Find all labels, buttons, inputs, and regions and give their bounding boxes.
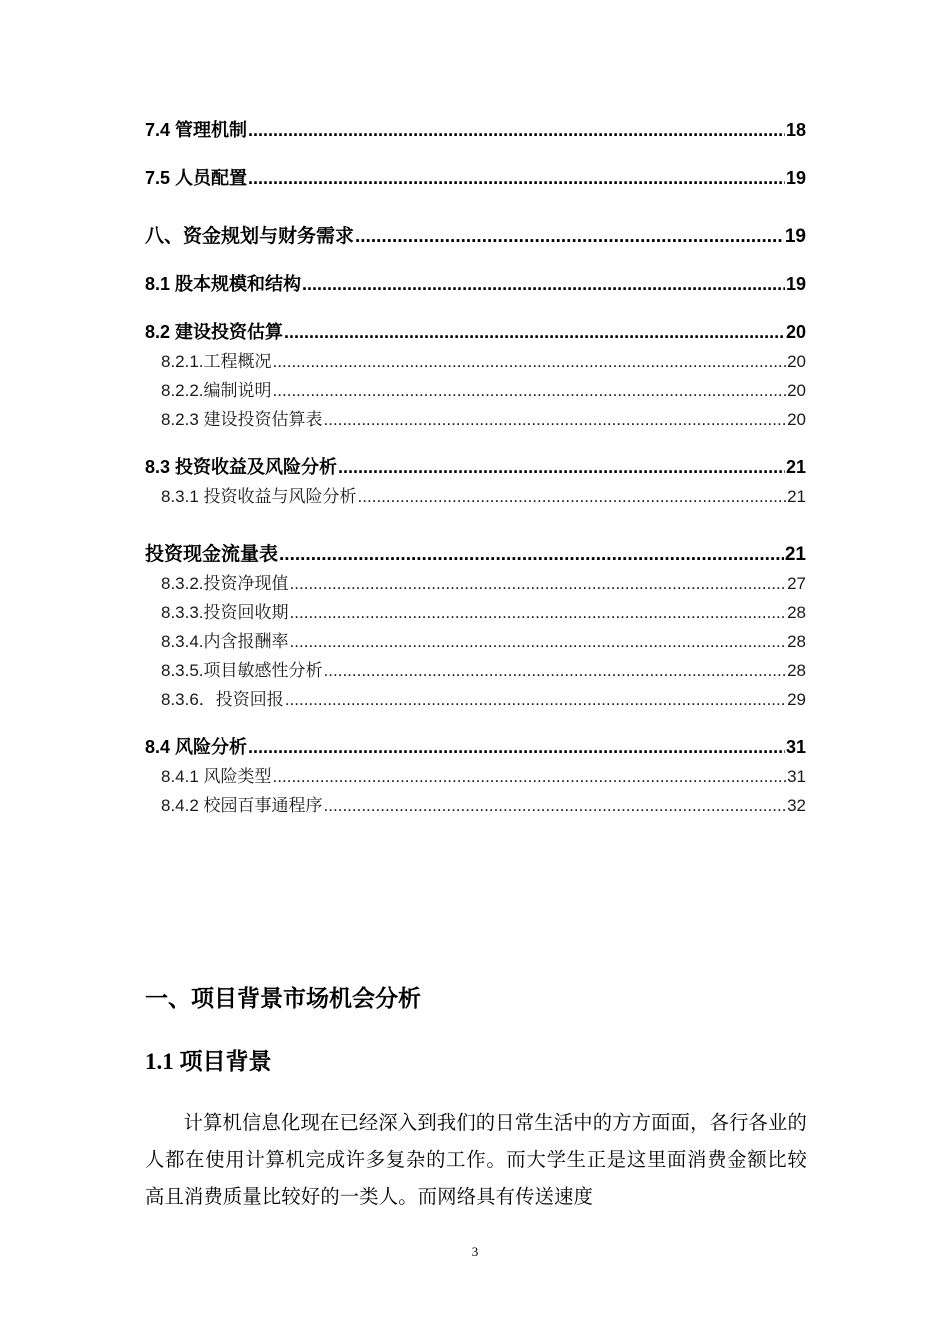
- toc-leader: [302, 270, 785, 299]
- toc-entry-page: 20: [787, 410, 806, 429]
- toc-entry[interactable]: [145, 791, 806, 820]
- toc-leader: [273, 762, 787, 791]
- toc-leader: [355, 222, 784, 251]
- toc-entry-page: 31: [787, 767, 806, 786]
- toc-entry[interactable]: [145, 270, 806, 299]
- toc-entry[interactable]: [145, 598, 806, 627]
- body-paragraph: 计算机信息化现在已经深入到我们的日常生活中的方方面面，各行各业的人都在使用计算机完成许多复杂的工作。而大学生正是这里面消费金额比较高且消费质量比较好的一类人。而网络具有传送速度: [145, 1111, 807, 1208]
- toc-leader: [285, 685, 786, 714]
- toc-entry[interactable]: [145, 164, 806, 193]
- toc-entry[interactable]: [145, 376, 806, 405]
- subsection-heading: 1.1 项目背景: [145, 1049, 272, 1074]
- toc-entry-label: 7.5 人员配置: [145, 168, 248, 188]
- toc-entry[interactable]: [145, 685, 806, 714]
- toc-entry-page: 21: [785, 457, 806, 477]
- toc-entry-page: 19: [785, 274, 806, 294]
- toc-entry-label: 7.4 管理机制: [145, 120, 248, 140]
- toc-leader: [248, 733, 785, 762]
- toc-entry[interactable]: [145, 656, 806, 685]
- toc-entry-page: 20: [787, 352, 806, 371]
- toc-entry-label: 8.1 股本规模和结构: [145, 274, 302, 294]
- toc-entry-label: 8.3.4.内含报酬率: [161, 632, 289, 651]
- toc-entry-label: 8.4 风险分析: [145, 737, 248, 757]
- toc-entry-label: 8.3.2.投资净现值: [161, 574, 289, 593]
- toc-entry[interactable]: [145, 405, 806, 434]
- toc-entry-page: 21: [784, 544, 806, 565]
- toc-entry-page: 28: [787, 661, 806, 680]
- toc-leader: [279, 540, 784, 569]
- toc-leader: [273, 376, 787, 405]
- toc-entry-label: 8.3.3.投资回收期: [161, 603, 289, 622]
- toc-entry[interactable]: [145, 222, 806, 251]
- toc-entry[interactable]: [145, 453, 806, 482]
- toc-leader: [324, 656, 787, 685]
- toc-entry-page: 31: [785, 737, 806, 757]
- toc-entry[interactable]: [145, 733, 806, 762]
- toc-entry-page: 32: [787, 796, 806, 815]
- section-heading: 一、项目背景市场机会分析: [145, 986, 421, 1012]
- toc-entry-label: 8.3.1 投资收益与风险分析: [161, 487, 357, 506]
- toc-entry[interactable]: [145, 540, 806, 569]
- page-number: 3: [471, 1244, 479, 1259]
- toc-leader: [248, 164, 785, 193]
- toc-entry-page: 19: [785, 168, 806, 188]
- toc-entry-label: 投资现金流量表: [145, 544, 279, 565]
- toc-entry-page: 29: [787, 690, 806, 709]
- toc-leader: [290, 569, 787, 598]
- toc-entry[interactable]: [145, 569, 806, 598]
- toc-leader: [338, 453, 785, 482]
- toc-entry-label: 8.3.5.项目敏感性分析: [161, 661, 323, 680]
- toc-entry[interactable]: [145, 482, 806, 511]
- toc-entry-page: 20: [785, 322, 806, 342]
- toc-entry-page: 19: [784, 226, 806, 247]
- toc-entry-page: 20: [787, 381, 806, 400]
- toc-entry-label: 8.2.2.编制说明: [161, 381, 272, 400]
- toc-entry-label: 8.2.3 建设投资估算表: [161, 410, 323, 429]
- toc-entry-page: 21: [787, 487, 806, 506]
- toc-entry-label: 8.2.1.工程概况: [161, 352, 272, 371]
- toc-entry-page: 18: [785, 120, 806, 140]
- toc-entry-label: 8.3 投资收益及风险分析: [145, 457, 338, 477]
- toc-entry-page: 27: [787, 574, 806, 593]
- toc-leader: [290, 598, 787, 627]
- toc-entry-label: 八、资金规划与财务需求: [145, 226, 355, 247]
- toc-entry[interactable]: [145, 116, 806, 145]
- toc-leader: [284, 318, 785, 347]
- toc-entry-page: 28: [787, 632, 806, 651]
- toc-leader: [358, 482, 787, 511]
- toc-entry[interactable]: [145, 762, 806, 791]
- toc-leader: [273, 347, 787, 376]
- toc-entry-label: 8.4.2 校园百事通程序: [161, 796, 323, 815]
- toc-entry-label: 8.2 建设投资估算: [145, 322, 284, 342]
- toc-entry-label: 8.4.1 风险类型: [161, 767, 272, 786]
- table-of-contents: [145, 116, 806, 820]
- toc-entry-page: 28: [787, 603, 806, 622]
- toc-entry-label: 8.3.6．投资回报: [161, 690, 284, 709]
- toc-leader: [324, 405, 787, 434]
- toc-leader: [248, 116, 785, 145]
- toc-entry[interactable]: [145, 347, 806, 376]
- toc-entry[interactable]: [145, 627, 806, 656]
- toc-entry[interactable]: [145, 318, 806, 347]
- toc-leader: [290, 627, 787, 656]
- toc-leader: [324, 791, 787, 820]
